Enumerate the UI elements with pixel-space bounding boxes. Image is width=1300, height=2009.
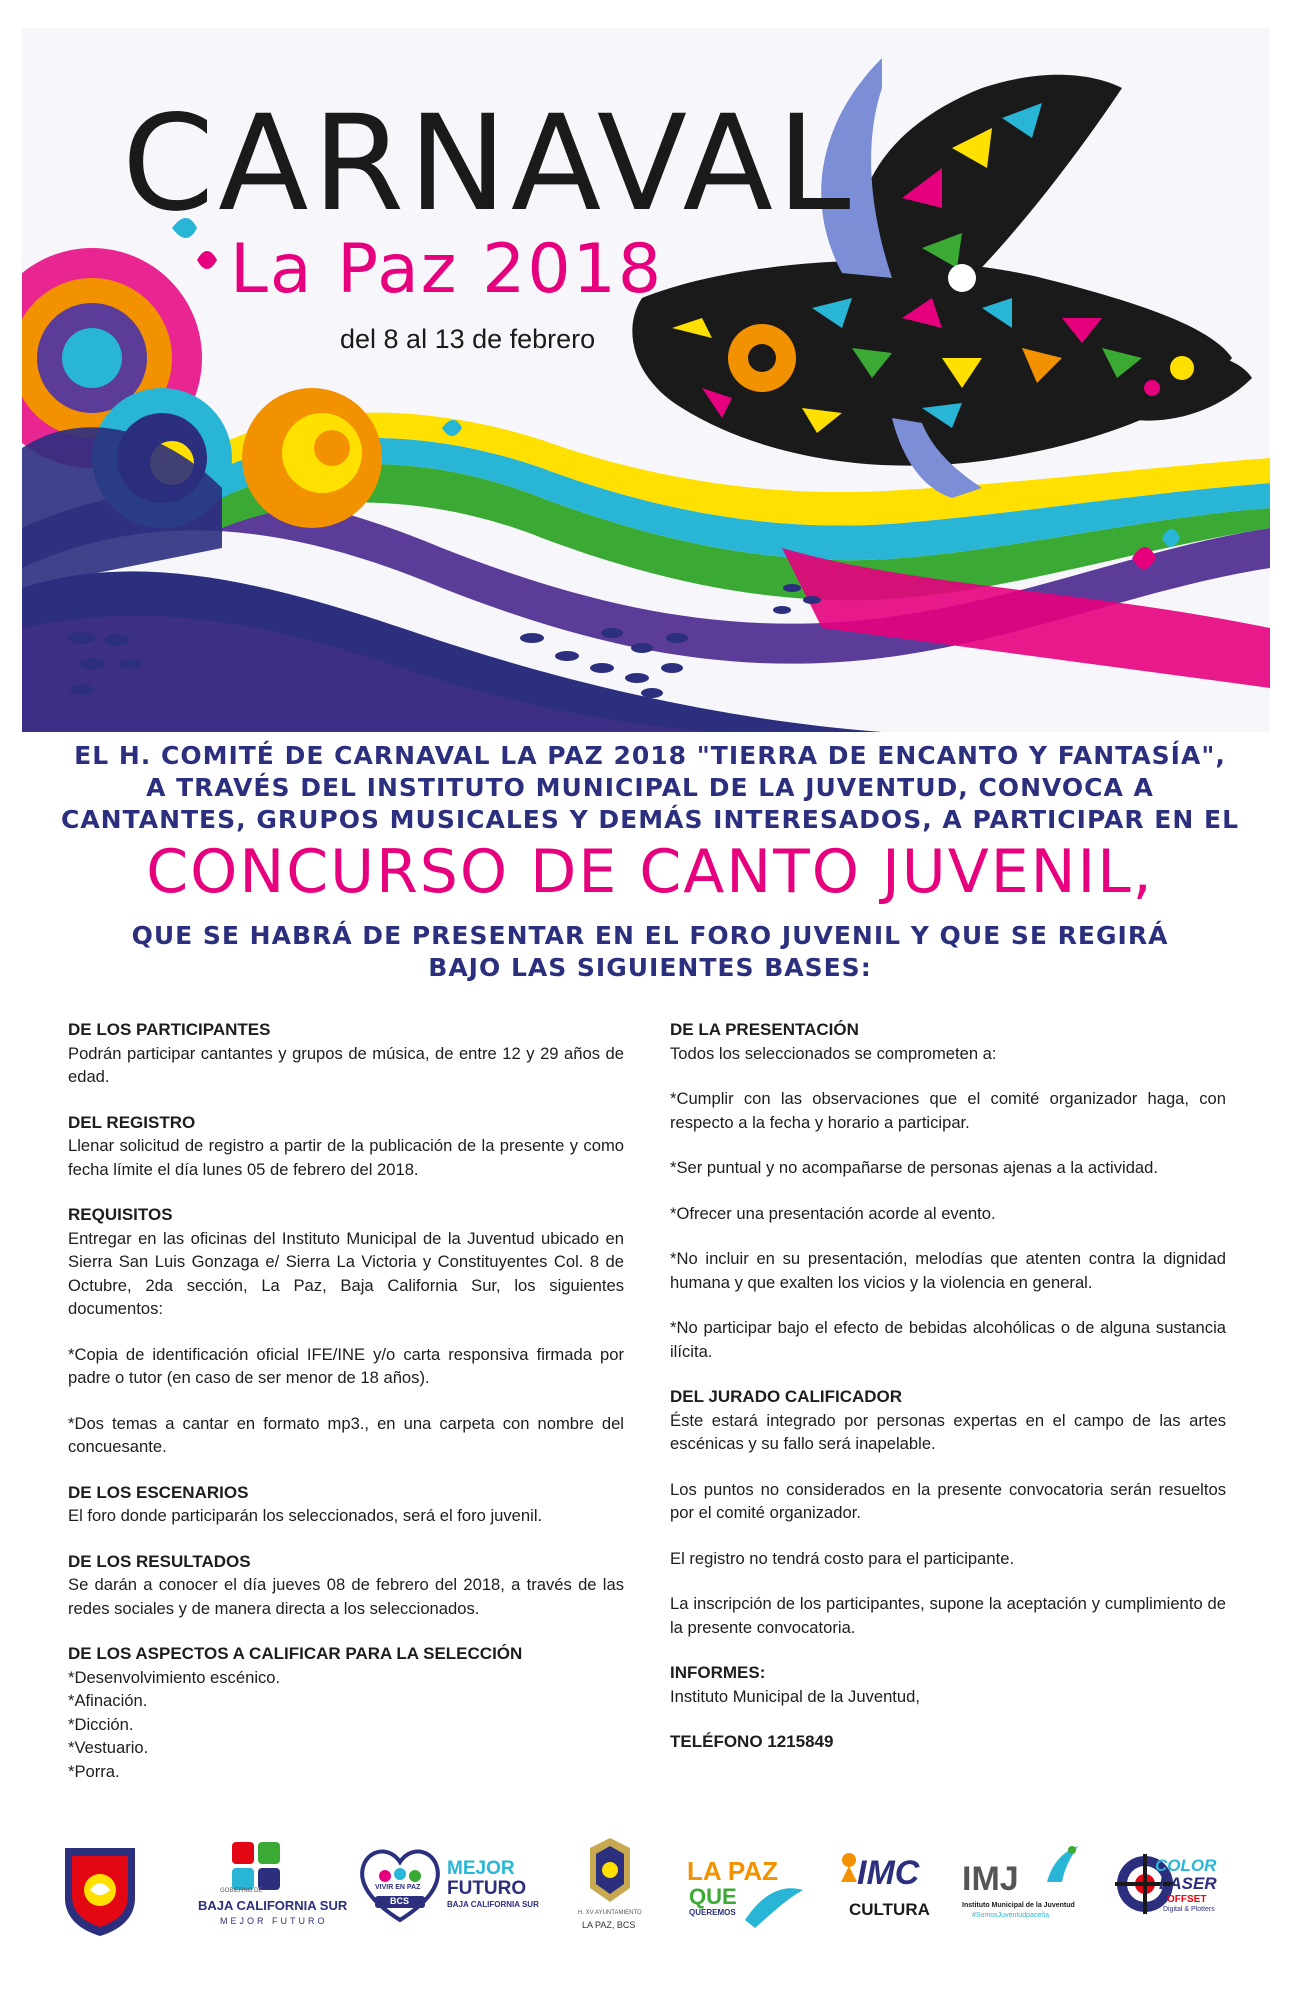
section-text: Todos los seleccionados se comprometen a: xyxy=(670,1043,997,1063)
section-heading: REQUISITOS xyxy=(68,1205,173,1224)
section-heading: DE LA PRESENTACIÓN xyxy=(670,1020,859,1039)
mejor-text: MEJOR xyxy=(447,1858,515,1879)
lapaz-text-1: LA PAZ xyxy=(687,1856,778,1886)
imj-logo xyxy=(960,1838,1090,1938)
la-paz-que-queremos-logo xyxy=(685,1838,805,1938)
section-participantes xyxy=(68,1018,624,1089)
bcs-slogan: MEJOR FUTURO xyxy=(220,1916,328,1926)
lapaz-text-2: QUE xyxy=(689,1884,737,1909)
vivir-text: VIVIR EN PAZ xyxy=(375,1884,421,1891)
section-heading: DE LOS PARTICIPANTES xyxy=(68,1020,271,1039)
list-item: *Vestuario. xyxy=(68,1738,149,1757)
mejor-sub: BAJA CALIFORNIA SUR xyxy=(447,1900,539,1909)
cultura-text: CULTURA xyxy=(849,1900,930,1919)
intro-line-1: EL H. COMITÉ DE CARNAVAL LA PAZ 2018 "TIERRA DE ENCANTO Y FANTASÍA", xyxy=(74,741,1226,770)
imj-tag: #SomosJuventudpaceña xyxy=(972,1912,1050,1919)
event-dates: del 8 al 13 de febrero xyxy=(340,324,596,354)
ayto-top: H. XV AYUNTAMIENTO xyxy=(578,1910,642,1916)
section-text: Podrán participar cantantes y grupos de música, de entre 12 y 29 años de edad. xyxy=(68,1043,624,1086)
imj-text: IMJ xyxy=(962,1860,1019,1898)
ayto-bottom: LA PAZ, BCS xyxy=(582,1920,636,1930)
section-jurado xyxy=(670,1385,1226,1639)
section-text: *No incluir en su presentación, melodías que atenten contra la dignidad humana y que exalten los vicios y la violencia en general. xyxy=(670,1249,1226,1292)
offset-text: OFFSET xyxy=(1167,1894,1207,1905)
section-text: Éste estará integrado por personas expertas en el campo de las artes escénicas y su fallo será inapelable. xyxy=(670,1410,1226,1453)
section-registro xyxy=(68,1111,624,1182)
section-requisitos xyxy=(68,1203,624,1459)
section-escenarios xyxy=(68,1481,624,1528)
section-text: Entregar en las oficinas del Instituto Municipal de la Juventud ubicado en Sierra San Luis Gonzaga e/ Sierra La Victoria y Constituyentes Col. 8 de Octubre, 2da sección, La Paz, Baja California Sur, los siguientes documentos: xyxy=(68,1228,624,1318)
contest-title: CONCURSO DE CANTO JUVENIL, xyxy=(146,837,1154,907)
hero-banner xyxy=(22,28,1270,732)
section-text: Los puntos no considerados en la presente convocatoria serán resueltos por el comité organizador. xyxy=(670,1479,1226,1522)
section-heading: DEL JURADO CALIFICADOR xyxy=(670,1387,903,1406)
section-text: *Cumplir con las observaciones que el comité organizador haga, con respecto a la fecha y horario a participar. xyxy=(670,1089,1226,1132)
section-text: *Copia de identificación oficial IFE/INE y/o carta responsiva firmada por padre o tutor (en caso de ser menor de 18 años). xyxy=(68,1344,624,1387)
phone-number: TELÉFONO 1215849 xyxy=(670,1732,834,1751)
section-text: *Ofrecer una presentación acorde al evento. xyxy=(670,1203,996,1223)
imc-cultura-logo xyxy=(835,1838,935,1938)
section-text: *No participar bajo el efecto de bebidas alcohólicas o de alguna sustancia ilícita. xyxy=(670,1318,1226,1361)
gobierno-bcs-logo xyxy=(180,1838,348,1938)
list-item: *Desenvolvimiento escénico. xyxy=(68,1667,281,1687)
bcs-top-text: GOBIERNO DE xyxy=(220,1888,263,1894)
intro-after-1: QUE SE HABRÁ DE PRESENTAR EN EL FORO JUVENIL Y QUE SE REGIRÁ xyxy=(131,921,1169,950)
section-text: El registro no tendrá costo para el participante. xyxy=(670,1548,1015,1568)
color-text: COLOR xyxy=(1155,1856,1217,1875)
laser-text: LASER xyxy=(1159,1874,1217,1893)
event-title: CARNAVAL xyxy=(122,87,855,241)
section-resultados xyxy=(68,1550,624,1621)
section-text: *Ser puntual y no acompañarse de personas ajenas a la actividad. xyxy=(670,1158,1158,1177)
imc-text: IMC xyxy=(857,1854,920,1892)
section-text: El foro donde participarán los seleccionados, será el foro juvenil. xyxy=(68,1506,543,1525)
intro-after-2: BAJO LAS SIGUIENTES BASES: xyxy=(428,953,872,982)
section-heading: INFORMES: xyxy=(670,1663,766,1682)
ayuntamiento-logo xyxy=(570,1838,650,1938)
section-presentacion xyxy=(670,1018,1226,1363)
bcs-name: BAJA CALIFORNIA SUR xyxy=(198,1898,348,1913)
section-aspectos xyxy=(68,1642,624,1783)
digital-text: Digital & Plotters xyxy=(1163,1906,1215,1913)
intro-line-3: CANTANTES, GRUPOS MUSICALES Y DEMÁS INTERESADOS, A PARTICIPAR EN EL xyxy=(60,805,1239,834)
sponsor-logos xyxy=(50,1838,1250,1938)
section-heading: DE LOS ASPECTOS A CALIFICAR PARA LA SELECCIÓN xyxy=(68,1644,523,1663)
imj-sub: Instituto Municipal de la Juventud xyxy=(962,1902,1075,1909)
list-item: *Porra. xyxy=(68,1761,120,1781)
vivir-en-paz-logo xyxy=(355,1838,545,1938)
section-text: Se darán a conocer el día jueves 08 de febrero del 2018, a través de las redes sociales y de manera directa a los seleccionados. xyxy=(68,1575,624,1618)
color-laser-logo xyxy=(1115,1838,1235,1938)
section-informes xyxy=(670,1661,1226,1708)
state-shield-logo xyxy=(60,1838,140,1938)
section-heading: DE LOS RESULTADOS xyxy=(68,1551,251,1571)
futuro-text: FUTURO xyxy=(447,1878,527,1899)
list-item: *Afinación. xyxy=(68,1691,148,1710)
section-heading: DE LOS ESCENARIOS xyxy=(68,1482,249,1502)
section-text: La inscripción de los participantes, supone la aceptación y cumplimiento de la presente convocatoria. xyxy=(670,1594,1226,1637)
right-column xyxy=(670,1018,1226,1754)
vivir-bcs: BCS xyxy=(390,1896,410,1906)
event-subtitle: La Paz 2018 xyxy=(230,230,664,309)
lapaz-text-3: QUEREMOS xyxy=(689,1908,736,1917)
section-text: Llenar solicitud de registro a partir de la publicación de la presente y como fecha límite el día lunes 05 de febrero del 2018. xyxy=(68,1136,624,1179)
section-text: *Dos temas a cantar en formato mp3., en una carpeta con nombre del concuesante. xyxy=(68,1413,624,1456)
list-item: *Dicción. xyxy=(68,1714,134,1734)
section-text: Instituto Municipal de la Juventud, xyxy=(670,1686,920,1706)
section-heading: DEL REGISTRO xyxy=(68,1112,196,1132)
left-column xyxy=(68,1018,624,1805)
intro-line-2: A TRAVÉS DEL INSTITUTO MUNICIPAL DE LA JUVENTUD, CONVOCA A xyxy=(146,773,1154,802)
